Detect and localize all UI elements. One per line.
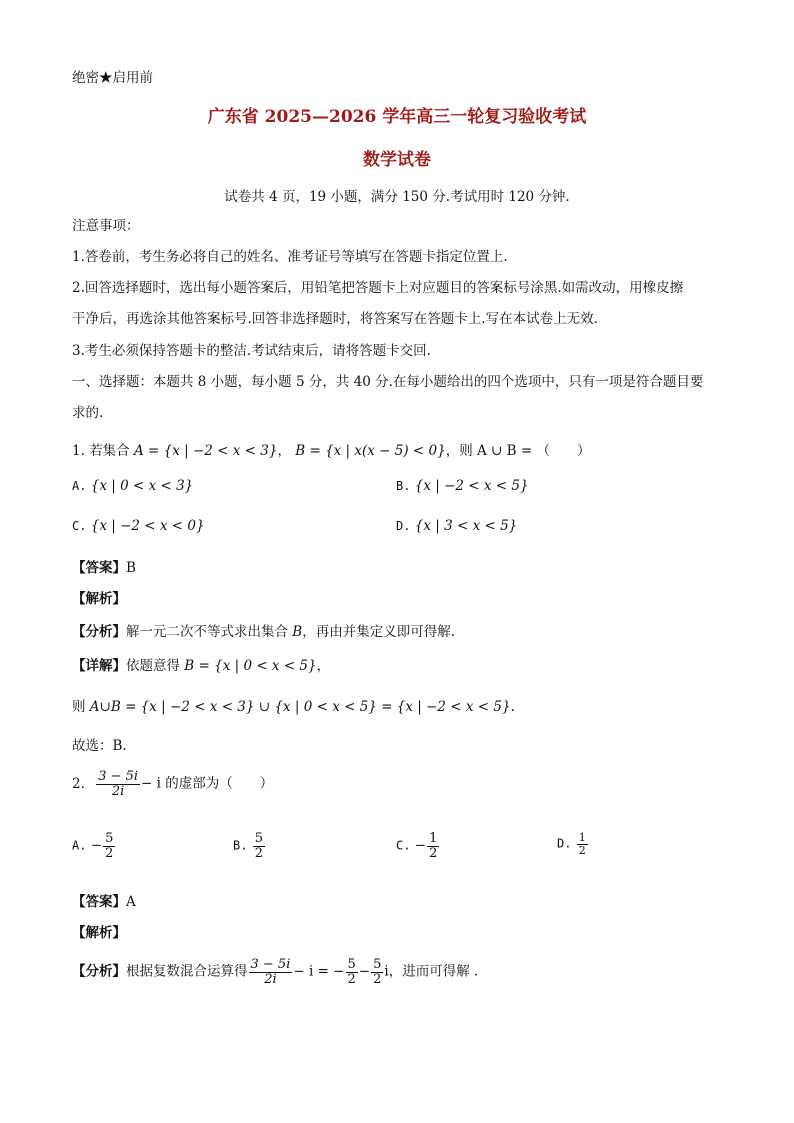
analysis-tag: 【解析】 xyxy=(72,591,126,607)
option-label: B. xyxy=(396,479,411,493)
eq-middle: − i = − xyxy=(293,963,345,980)
fenxi-line-1 xyxy=(72,620,455,640)
note-3: 3.考生必须保持答题卡的整洁.考试结束后，请将答题卡交回. xyxy=(72,343,431,359)
option-fraction xyxy=(253,832,265,860)
section-heading-line1: 一、选择题：本题共 8 小题，每小题 5 分，共 40 分.在每小题给出的四个选项中，只有一项是符合题目要 xyxy=(72,374,704,390)
option-text: {x | 3 < x < 5} xyxy=(414,518,518,534)
section-heading-line2: 求的. xyxy=(72,405,104,421)
union-expression: A∪B = {x | −2 < x < 3} ∪ {x | 0 < x < 5} = {x | −2 < x < 5} xyxy=(89,699,511,715)
exam-title: 广东省 2025—2026 学年高三一轮复习验收考试 xyxy=(207,107,587,127)
fenxi-text-tail: ，再由并集定义即可得解. xyxy=(302,624,456,640)
fraction-denominator: 2 xyxy=(105,845,114,861)
option-d xyxy=(396,518,517,534)
then-prefix: 则 xyxy=(72,699,90,715)
detail-text: 依题意得 xyxy=(126,658,185,674)
answer-tag: 【答案】 xyxy=(72,560,126,576)
fenxi-var: B xyxy=(292,624,303,640)
analysis-tag: 【解析】 xyxy=(72,925,126,941)
question-prefix: 若集合 xyxy=(89,443,130,459)
detail-line-1 xyxy=(72,654,330,674)
answer-tag: 【答案】 xyxy=(72,894,126,910)
fraction-numerator: 1 xyxy=(429,831,438,846)
detail-text-tail: ， xyxy=(316,658,331,674)
option-fraction xyxy=(577,832,588,856)
option-c xyxy=(72,518,205,534)
question-ask: ，则 A ∪ B = xyxy=(445,443,533,459)
option-sign: − xyxy=(414,837,427,854)
fraction-numerator: 1 xyxy=(578,831,586,844)
analysis-tag-2 xyxy=(72,921,126,941)
question-number: 2. xyxy=(72,775,85,792)
fraction-denominator: 2 xyxy=(347,971,356,987)
eq-imag-unit: i xyxy=(384,963,389,980)
fraction-denominator: 2 xyxy=(578,843,586,857)
fraction-denominator: 2 xyxy=(429,845,438,861)
fraction-numerator: 5 xyxy=(347,957,356,972)
option-label: C. xyxy=(396,838,411,853)
fenxi-text: 根据复数混合运算得 xyxy=(126,963,248,980)
separator: ， xyxy=(277,443,291,459)
option-text: {x | −2 < x < 5} xyxy=(414,478,529,494)
notes-heading: 注意事项： xyxy=(72,218,140,234)
fraction-denominator: 2 xyxy=(373,971,382,987)
option-text: {x | −2 < x < 0} xyxy=(90,518,205,534)
exam-subtitle: 数学试卷 xyxy=(363,150,431,170)
option-label: D. xyxy=(396,519,411,533)
fraction-denominator: 2 xyxy=(254,845,264,861)
option-label: C. xyxy=(72,519,87,533)
confidential-label: 绝密★启用前 xyxy=(72,70,153,86)
choose-line-1: 故选：B. xyxy=(72,738,127,754)
fenxi-line-2 xyxy=(72,958,478,986)
question-2 xyxy=(72,770,273,798)
fenxi-text-tail: ，进而可得解 . xyxy=(388,963,479,980)
set-b-expression: B = {x | x(x − 5) < 0} xyxy=(295,443,446,459)
option-b xyxy=(233,832,266,860)
answer-value: A xyxy=(126,894,136,910)
eq-minus: − xyxy=(358,963,371,980)
eq-fraction-2 xyxy=(346,958,358,986)
question-fraction xyxy=(96,770,140,798)
option-c xyxy=(396,832,440,860)
fenxi-tag: 【分析】 xyxy=(72,963,126,980)
union-result-line xyxy=(72,695,515,715)
answer-line-1 xyxy=(72,556,136,576)
question-tail: − i 的虚部为（ ） xyxy=(141,775,274,792)
fraction-numerator: 5 xyxy=(373,957,382,972)
option-b xyxy=(396,478,529,494)
eq-fraction-3 xyxy=(371,958,383,986)
fraction-numerator: 5 xyxy=(254,831,264,846)
option-label: D. xyxy=(557,836,572,851)
option-label: B. xyxy=(233,838,248,853)
then-suffix: . xyxy=(510,699,515,715)
fraction-denominator: 2i xyxy=(111,783,125,799)
analysis-tag-1 xyxy=(72,587,126,607)
answer-line-2 xyxy=(72,890,136,910)
exam-info: 试卷共 4 页，19 小题，满分 150 分.考试用时 120 分钟. xyxy=(224,189,570,205)
fraction-numerator: 5 xyxy=(105,831,114,846)
option-a xyxy=(72,478,193,494)
eq-fraction-1 xyxy=(249,958,293,986)
note-2b: 干净后，再选涂其他答案标号.回答非选择题时，将答案写在答题卡上.写在本试卷上无效. xyxy=(72,311,598,327)
question-1 xyxy=(72,439,590,459)
detail-expression: B = {x | 0 < x < 5} xyxy=(184,658,317,674)
option-a xyxy=(72,832,116,860)
set-a-expression: A = {x | −2 < x < 3} xyxy=(133,443,278,459)
option-sign: − xyxy=(90,837,103,854)
option-text: {x | 0 < x < 3} xyxy=(90,478,194,494)
detail-tag: 【详解】 xyxy=(72,658,126,674)
option-fraction xyxy=(103,832,115,860)
note-1: 1.答卷前，考生务必将自己的姓名、准考证号等填写在答题卡指定位置上. xyxy=(72,249,508,265)
option-d xyxy=(557,832,589,856)
answer-blank: （ ） xyxy=(536,443,591,459)
option-label: A. xyxy=(72,838,87,853)
fraction-numerator: 3 − 5i xyxy=(98,769,139,784)
fenxi-tag: 【分析】 xyxy=(72,624,126,640)
fraction-denominator: 2i xyxy=(264,971,277,987)
fenxi-text: 解一元二次不等式求出集合 xyxy=(126,624,293,640)
option-fraction xyxy=(427,832,439,860)
option-label: A. xyxy=(72,479,87,493)
fraction-numerator: 3 − 5i xyxy=(250,957,291,972)
answer-value: B xyxy=(126,560,136,576)
note-2a: 2.回答选择题时，选出每小题答案后，用铅笔把答题卡上对应题目的答案标号涂黑.如需改动，用橡皮擦 xyxy=(72,280,684,296)
question-number: 1. xyxy=(72,443,85,459)
